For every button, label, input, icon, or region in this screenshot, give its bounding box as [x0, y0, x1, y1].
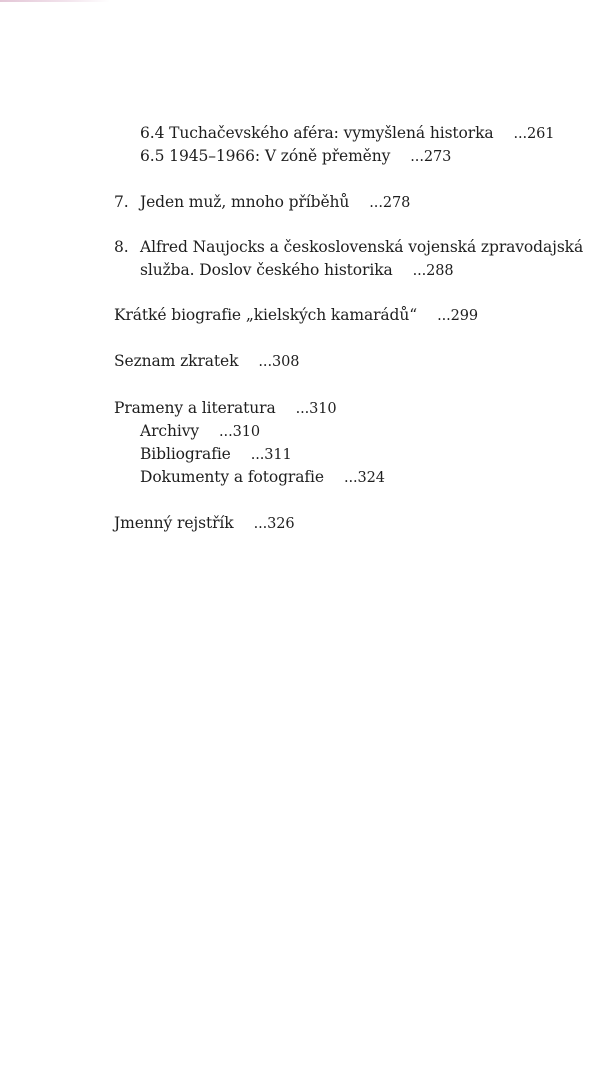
- toc-entry-sources: [114, 398, 337, 419]
- toc-entry-title: Dokumenty a fotografie: [140, 468, 324, 486]
- toc-entry-documents: [140, 467, 385, 488]
- toc-entry-title-continued: služba. Doslov českého historika: [140, 261, 393, 279]
- toc-entry-chapter-7: [114, 192, 410, 213]
- toc-entry-title: Alfred Naujocks a československá vojenská zpravodajská: [140, 238, 584, 256]
- toc-entry-biographies: [114, 305, 478, 326]
- toc-entry-page: ...273: [410, 149, 452, 165]
- toc-chapter-number: 7.: [114, 193, 129, 211]
- toc-entry-page: ...261: [513, 126, 555, 142]
- toc-entry-page: ...326: [253, 516, 295, 532]
- toc-entry-title: 6.4 Tuchačevského aféra: vymyšlená historka: [140, 124, 494, 142]
- toc-entry-title: Bibliografie: [140, 445, 231, 463]
- toc-entry-page: ...311: [250, 447, 292, 463]
- toc-entry-chapter-8: [114, 237, 583, 257]
- toc-entry-title: 6.5 1945–1966: V zóně přeměny: [140, 147, 391, 165]
- toc-entry-title: Jmenný rejstřík: [114, 514, 234, 532]
- toc-entry-title: Krátké biografie „kielských kamarádů“: [114, 306, 418, 324]
- toc-entry-bibliography: [140, 444, 292, 465]
- toc-entry-page: ...324: [343, 470, 385, 486]
- toc-entry-page: ...288: [412, 263, 454, 279]
- toc-chapter-number: 8.: [114, 238, 129, 256]
- toc-entry-page: ...310: [295, 401, 337, 417]
- toc-entry-6-4: [140, 123, 554, 144]
- toc-entry-archives: [140, 421, 260, 442]
- toc-entry-page: ...299: [437, 308, 478, 324]
- toc-entry-title: Jeden muž, mnoho příběhů: [140, 193, 350, 211]
- toc-entry-title: Archivy: [140, 422, 200, 440]
- toc-entry-page: ...278: [369, 195, 411, 211]
- toc-entry-page: ...310: [219, 424, 260, 440]
- toc-entry-title: Prameny a literatura: [114, 399, 276, 417]
- toc-entry-abbreviations: [114, 351, 299, 372]
- toc-entry-6-5: [140, 146, 451, 167]
- toc-entry-chapter-8-continued: [140, 260, 454, 281]
- page-edge-mark: [0, 0, 110, 2]
- toc-entry-title: Seznam zkratek: [114, 352, 239, 370]
- toc-entry-name-index: [114, 513, 294, 534]
- toc-entry-page: ...308: [258, 354, 300, 370]
